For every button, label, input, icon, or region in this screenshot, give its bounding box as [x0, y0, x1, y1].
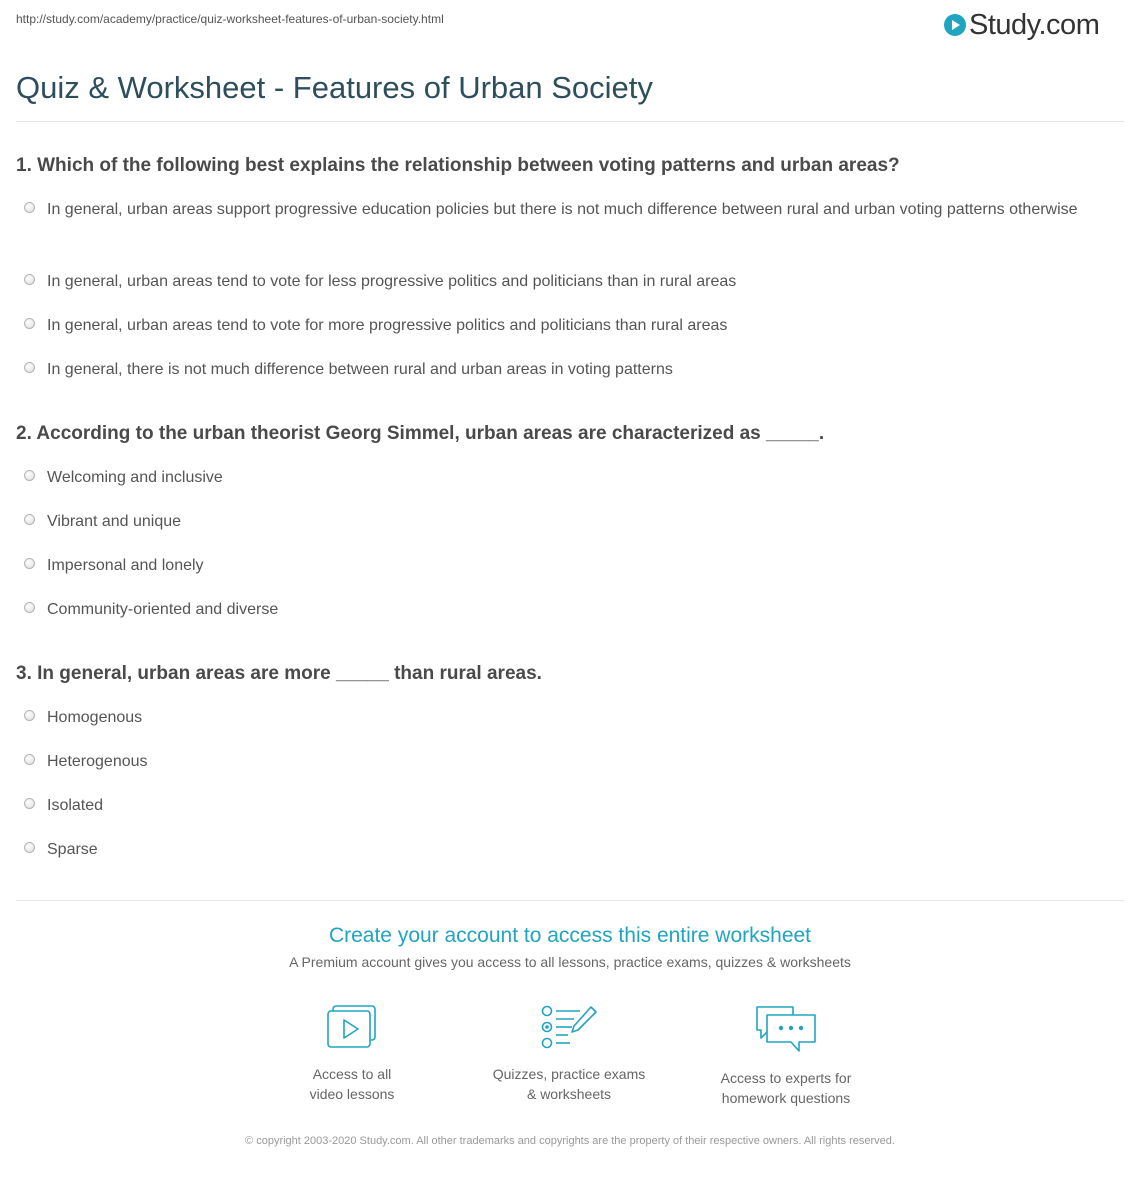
question-2 [16, 423, 1126, 618]
question-1 [16, 155, 1126, 378]
answer-text: In general, there is not much difference between rural and urban areas in voting patterns [47, 361, 673, 378]
radio-button[interactable] [24, 318, 35, 329]
answer-option[interactable] [24, 268, 1107, 296]
answer-option[interactable] [24, 836, 1107, 864]
quiz-checklist-icon [540, 1004, 598, 1050]
radio-button[interactable] [24, 754, 35, 765]
feature-label: Access to all video lessons [309, 1066, 395, 1102]
divider [16, 900, 1124, 901]
radio-button[interactable] [24, 710, 35, 721]
feature-quizzes [469, 1004, 669, 1104]
feature-label: Access to experts for homework questions [720, 1070, 852, 1106]
answer-text: In general, urban areas support progressive education policies but there is not much difference between rural and urban voting patterns otherwise [47, 201, 1078, 218]
study-logo[interactable] [944, 6, 1099, 44]
question-text: 3. In general, urban areas are more _____ than rural areas. [16, 663, 542, 684]
radio-button[interactable] [24, 274, 35, 285]
answer-text: In general, urban areas tend to vote for less progressive politics and politicians than in rural areas [47, 273, 737, 290]
play-circle-icon [944, 14, 966, 36]
cta-subtitle: A Premium account gives you access to all lessons, practice exams, quizzes & worksheets [289, 954, 851, 970]
answer-text: Community-oriented and diverse [47, 601, 279, 618]
answer-text: Vibrant and unique [47, 513, 182, 530]
question-text: 1. Which of the following best explains the relationship between voting patterns and urban areas? [16, 155, 900, 176]
radio-button[interactable] [24, 362, 35, 373]
answer-option[interactable] [24, 356, 1107, 384]
feature-experts [686, 1004, 886, 1108]
answer-option[interactable] [24, 748, 1107, 776]
logo-text: Study.com [969, 8, 1100, 41]
answer-text: In general, urban areas tend to vote for more progressive politics and politicians than rural areas [47, 317, 728, 334]
radio-button[interactable] [24, 470, 35, 481]
answer-option[interactable] [24, 508, 1107, 536]
radio-button[interactable] [24, 602, 35, 613]
video-lessons-icon [325, 1004, 379, 1050]
copyright-text: © copyright 2003-2020 Study.com. All other trademarks and copyrights are the property of their respective owners. All rights reserved. [245, 1135, 895, 1147]
answer-option[interactable] [24, 312, 1107, 340]
question-text: 2. According to the urban theorist Georg Simmel, urban areas are characterized as _____. [16, 423, 825, 444]
answer-option[interactable] [24, 464, 1107, 492]
page-title: Quiz & Worksheet - Features of Urban Society [16, 70, 653, 105]
answer-text: Sparse [47, 841, 98, 858]
radio-button[interactable] [24, 842, 35, 853]
answer-text: Impersonal and lonely [47, 557, 204, 574]
answer-text: Heterogenous [47, 753, 148, 770]
answer-text: Homogenous [47, 709, 143, 726]
answer-text: Welcoming and inclusive [47, 469, 223, 486]
answer-option[interactable] [24, 792, 1107, 820]
chat-bubbles-icon [753, 1004, 819, 1054]
radio-button[interactable] [24, 798, 35, 809]
answer-option[interactable] [24, 596, 1107, 624]
cta-title-link[interactable]: Create your account to access this entire worksheet [328, 924, 812, 947]
answer-text: Isolated [47, 797, 104, 814]
answer-option[interactable] [24, 552, 1107, 580]
radio-button[interactable] [24, 514, 35, 525]
feature-label: Quizzes, practice exams & worksheets [492, 1066, 646, 1102]
answer-option[interactable] [24, 704, 1107, 732]
radio-button[interactable] [24, 558, 35, 569]
divider [16, 121, 1124, 122]
question-3 [16, 663, 1126, 858]
page-url: http://study.com/academy/practice/quiz-worksheet-features-of-urban-society.html [16, 12, 444, 26]
answer-option[interactable] [24, 196, 1107, 224]
radio-button[interactable] [24, 202, 35, 213]
feature-video-lessons [252, 1004, 452, 1104]
